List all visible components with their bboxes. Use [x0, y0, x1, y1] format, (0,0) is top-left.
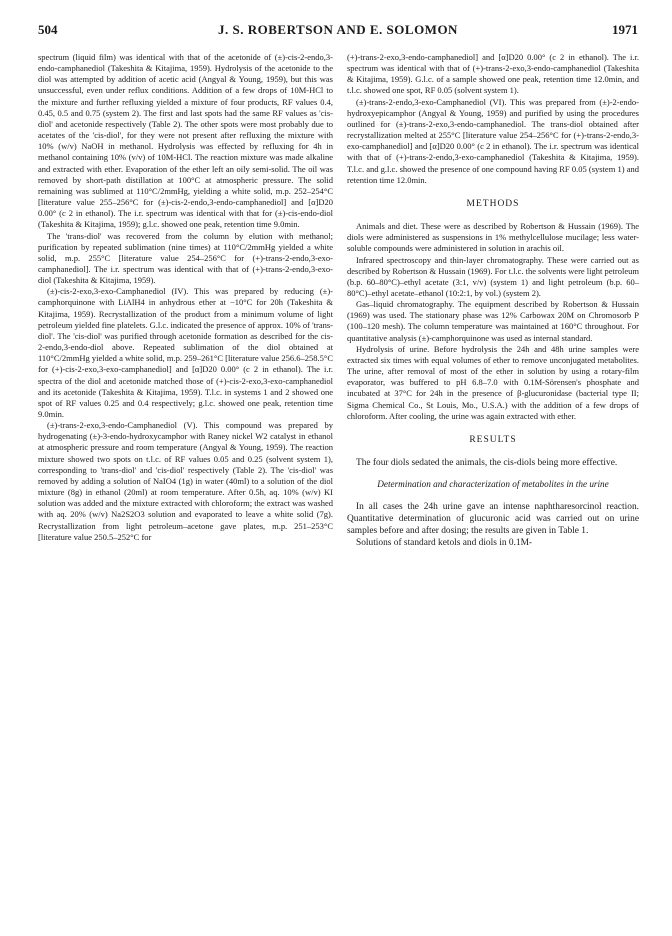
running-title: J. S. ROBERTSON AND E. SOLOMON [218, 22, 458, 37]
paragraph: In all cases the 24h urine gave an intense naphtharesorcinol reaction. Quantitative determination of glucuronic acid was carried out on urine samples before and after dosing; the results are given in Table 1. [347, 501, 639, 537]
paragraph: Solutions of standard ketols and diols in 0.1M- [356, 538, 533, 549]
paragraph: Gas–liquid chromatography. The equipment described by Robertson & Hussain (1969) was used. The stationary phase was 12% Carbowax 20M on Chromosorb P (100–120 mesh). The column temperature was maintained at 160°C throughout. For quantitative analysis (±)-camphorquinone was used as internal standard. [347, 299, 639, 343]
paragraph: (±)-trans-2-exo,3-endo-Camphanediol (V). This compound was prepared by hydrogenating (±)-3-endo-hydroxycamphor with Raney nickel W2 catalyst in ethanol at atmospheric pressure and room temperature (Angyal & Young, 1959). The reaction mixture showed two spots on t.l.c. of RF values 0.05 and 0.25 (solvent system 1), corresponding to 'trans-diol' and 'cis-diol' respectively (Table 2). The 'cis-diol' was removed by adding a solution of NaIO4 (1g) in water (40ml) to a solution of the diol mixture (8g) in ethanol (20ml) at room temperature. After 0.5h, aq. 10% (w/v) KI solution was added and the mixture extracted with chloroform; the extract was washed with aq. 20% (w/v) Na2S2O3 solution and evaporated to leave a white solid (7g). Recrystallization from light petroleum–acetone gave plates, m.p. 251–253°C [literature value 250.5–252°C for [38, 420, 333, 542]
paragraph: The four diols sedated the animals, the cis-diols being more effective. [356, 458, 618, 468]
left-column [38, 52, 333, 543]
page-number: 504 [38, 22, 58, 37]
subsection-heading: Determination and characterization of metabolites in the urine [377, 479, 609, 490]
paragraph: Animals and diet. These were as described by Robertson & Hussain (1969). The diols were administered as suspensions in 1% methylcellulose mucilage; less water-soluble compounds were administered in solution in arachis oil. [347, 221, 639, 254]
paragraph: The 'trans-diol' was recovered from the column by elution with methanol; purification by repeated sublimation (nine times) at 110°C/2mmHg yielded a white solid, m.p. 255°C [literature value 254–256°C for (+)-trans-2-endo,3-exo-camphanediol]. The i.r. spectrum was identical with that of (+)-trans-2-endo,3-exo-diol (Takeshita & Kitajima, 1959). [38, 230, 333, 286]
paragraph: (±)-cis-2-exo,3-exo-Camphanediol (IV). This was prepared by reducing (±)-camphorquinone with LiAlH4 in anhydrous ether at −10°C for 20h (Takeshita & Kitajima, 1959). Recrystallization of the product from a minimum volume of light petroleum yielded fine platelets. G.l.c. indicated the presence of approx. 10% of 'trans-diol'. The 'cis-diol' was purified through acetonide formation as described for the cis-2-endo,3-endo-diol above. Repeated sublimation of the diol obtained at 110°C/2mmHg yielded a white solid, m.p. 259–261°C [literature value 256.6–258.5°C for (+)-cis-2-exo,3-exo-camphanediol] and [α]D20 0.00° (c 2 in ethanol). The i.r. spectra of the diol and acetonide matched those of (+)-cis-2-exo,3-exo-camphanediol and its acetonide (Takeshita & Kitajima, 1959). T.l.c. in systems 1 and 2 showed one spot of RF values 0.25 and 0.4 respectively; g.l.c. showed one peak, retention time 9.0min. [38, 286, 333, 419]
paragraph: spectrum (liquid film) was identical with that of the acetonide of (±)-cis-2-endo,3-endo-camphanediol (Takeshita & Kitajima, 1959). Hydrolysis of the acetonide to the diol was attempted by addition of acetic acid (Angyal & Young, 1959), but this was unsuccessful, even under reflux conditions. Addition of a few drops of 10M-HCl to the mixture and further refluxing yielded a mixture of four products, RF values 0.4, 0.45, 0.5 and 0.75 (system 2). The first and last spots had the same RF values as 'cis-diol' and acetonide respectively (Table 2). The other spots were most probably due to acetates of the 'cis-diol', for they were not present after refluxing the mixture with 10% (w/v) NaOH in methanol. Hydrolysis was effected by refluxing for 4h in methanol containing 10% (v/v) of 10M-HCl. The reaction mixture was made alkaline and extracted with ether. Evaporation of the ether left an oily semi-solid. The oil was removed by short-path distillation at 100°C at atmospheric pressure. The solid remaining was sublimed at 110°C/2mmHg, yielding a white solid, m.p. 252–254°C [literature value 255–256°C for (±)-cis-2-endo,3-endo-camphanediol] and [α]D20 0.00° (c 2 in ethanol). The i.r. spectrum was identical with that for (±)-cis-endo-diol (Takeshita & Kitajima, 1959); g.l.c. showed one peak, retention time 9.0min. [38, 52, 333, 230]
paragraph: (+)-trans-2-exo,3-endo-camphanediol] and [α]D20 0.00° (c 2 in ethanol). The i.r. spectrum was identical with that of (+)-trans-2-exo,3-endo-camphanediol (Takeshita & Kitajima, 1959). G.l.c. of a sample showed one peak, retention time 12.0min, and t.l.c. showed one spot, RF 0.05 (solvent system 1). [347, 52, 639, 96]
paragraph: Hydrolysis of urine. Before hydrolysis the 24h and 48h urine samples were extracted six times with equal volumes of ether to remove unconjugated metabolites. The urine, after removal of most of the ether in solution by using a rotary-film evaporator, was buffered to pH 6.8–7.0 with 0.1M-Sörensen's phosphate and incubated at 37°C for 24h in the presence of β-glucuronidase (bacterial type II; Sigma Chemical Co., St Louis, Mo., U.S.A.) with the addition of a few drops of chloroform. After cooling, the urine was again extracted with ether. [347, 343, 639, 421]
section-heading-results: RESULTS [469, 434, 517, 445]
right-column [347, 52, 639, 550]
paragraph: (±)-trans-2-endo,3-exo-Camphanediol (VI). This was prepared from (±)-2-endo-hydroxyepicamphor (Angyal & Young, 1959) and purified by using the procedures outlined for (±)-trans-2-exo,3-endo-camphanediol. The trans-diol obtained after recrystallization melted at 255°C [literature value 254–256°C for (+)-trans-2-endo,3-exo-camphanediol] and [α]D20 0.00° (c 2 in ethanol). The i.r. spectrum was identical with that of (+)-trans-2-endo,3-exo-camphanediol (Takeshita & Kitajima, 1959). T.l.c. and g.l.c. showed the presence of one compound having RF 0.05 (system 1) and retention time 12.0min. [347, 96, 639, 185]
running-header [38, 22, 638, 40]
publication-year: 1971 [612, 22, 638, 37]
section-heading-methods: METHODS [466, 198, 520, 209]
paragraph: Infrared spectroscopy and thin-layer chromatography. These were carried out as described by Robertson & Hussain (1969). For t.l.c. the solvents were light petroleum (b.p. 60–80°C)–ethyl acetate (3:1, v/v) (system 1) and light petroleum (b.p. 60–80°C)–ethyl acetate–ethanol (10:2:1, by vol.) (system 2). [347, 254, 639, 298]
